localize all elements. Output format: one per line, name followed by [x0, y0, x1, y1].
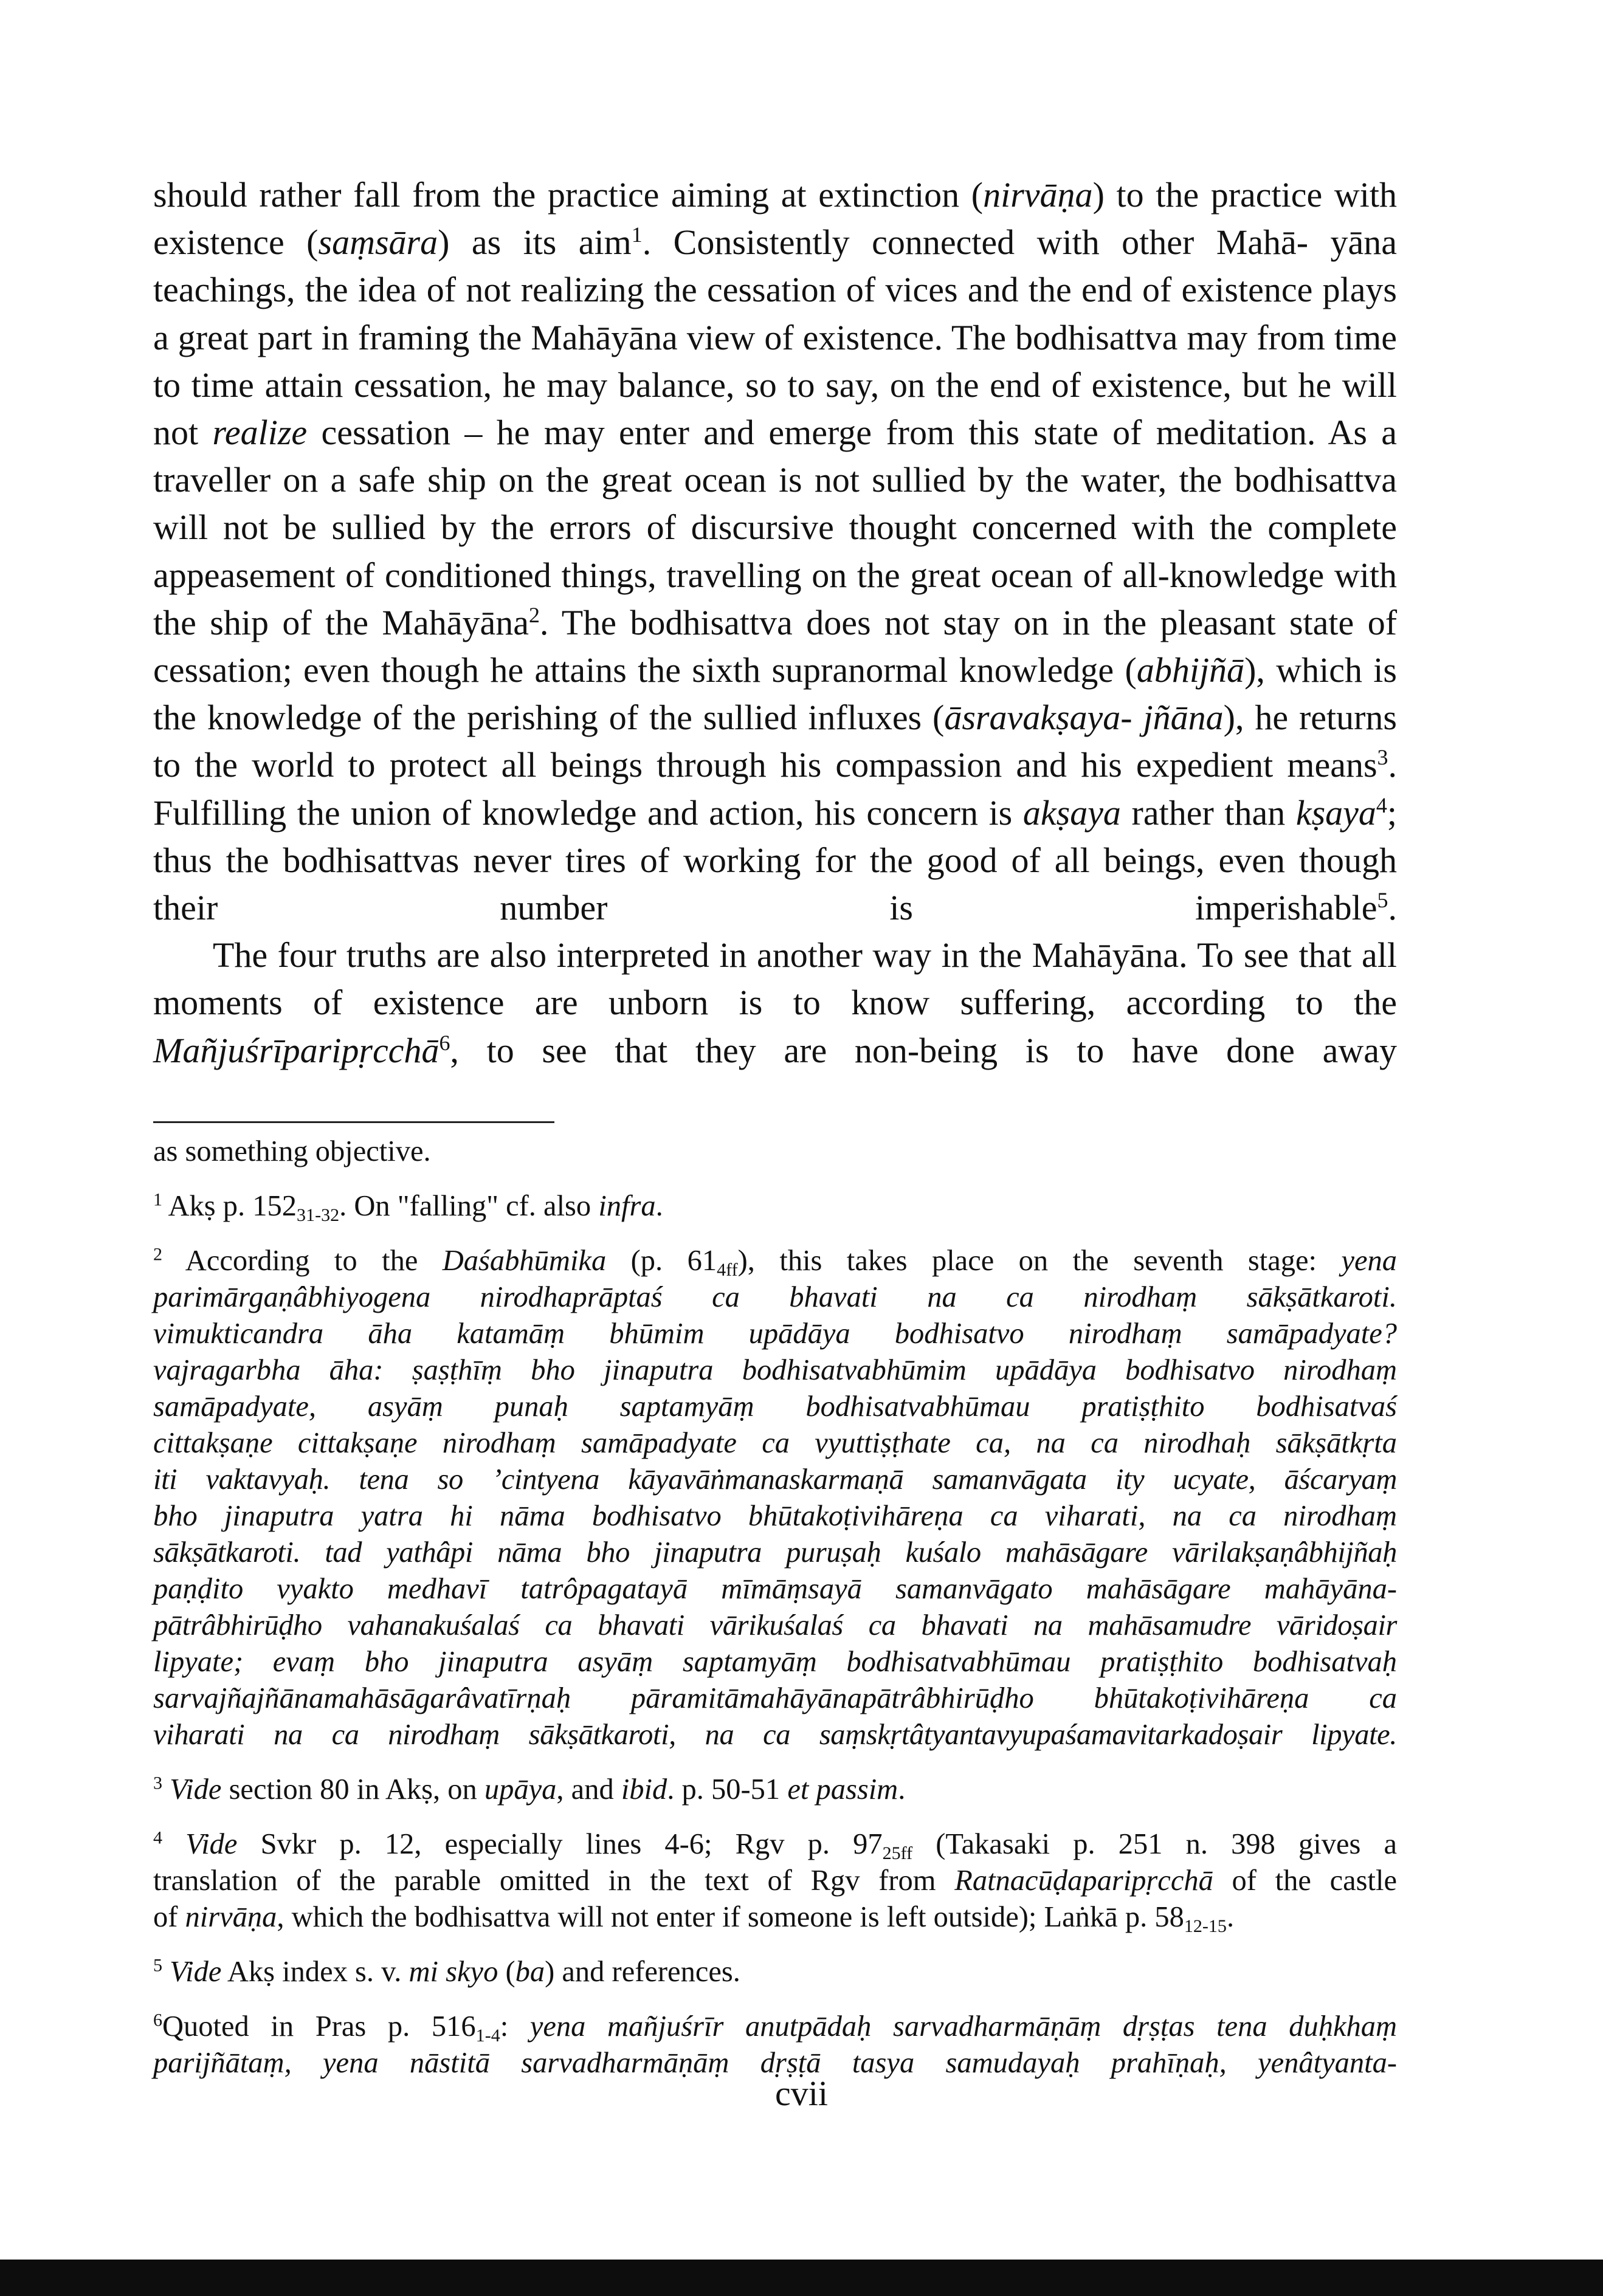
text-line: and his expedient means$^3$. Fulfilling the union of knowledge and action, his — [153, 745, 1398, 833]
footnote-line: vajragarbha āha: ṣaṣṭhīṃ bho jinaputra bodhisatvabhūmim upādāya bodhisatvo nirodhaṃ — [153, 1354, 1397, 1386]
footnote-line: lipyate; evaṃ bho jinaputra asyāṃ saptamyāṃ bodhisatvabhūmau pratiṣṭhito bodhisatvaḥ — [153, 1646, 1397, 1678]
footnote-line: cittakṣaṇe cittakṣaṇe nirodhaṃ samāpadyate ca vyuttiṣṭhate ca, na ca nirodhaḥ sākṣātkṛta — [153, 1427, 1397, 1459]
scan-edge — [0, 2260, 1603, 2296]
footnote-line: paṇḍito vyakto medhavī tatrôpagatayā mīmāṃsayā samanvāgato mahāsāgare mahāyāna- — [153, 1573, 1397, 1605]
text-line: working for the good of all beings, even though their number is imperishable$^5$. — [153, 840, 1397, 928]
footnote-6 — [153, 2009, 1397, 2081]
footnote-line: sarvajñajñānamahāsāgarâvatīrṇaḥ pāramitāmahāyānapātrâbhirūḍho bhūtakoṭivihāreṇa ca — [153, 1682, 1397, 1714]
footnote-line: parimārgaṇâbhiyogena nirodhaprāptaś ca bhavati na ca nirodhaṃ sākṣātkaroti. — [153, 1281, 1397, 1313]
footnote-line: $^2$ According to the Daśabhūmika (p. $61_{4ff}$), this takes place on the seventh stage: yena — [153, 1243, 1398, 1280]
text-line: The four truths are also interpreted in another way in the Mahāyāna. To see — [213, 935, 1289, 975]
footnote-line: vimukticandra āha katamāṃ bhūmim upādāya bodhisatvo nirodhaṃ samāpadyate? — [153, 1318, 1397, 1350]
footnote-number: 3 — [153, 1772, 163, 1793]
footnote-line: of nirvāṇa, which the bodhisattva will not enter if someone is left outside); Laṅkā p. $58_{12-15}$. — [153, 1901, 1235, 1937]
text-line: on the end of existence, but he will not realize cessation – he may enter and — [153, 365, 1397, 453]
footnote-number: 5 — [153, 1954, 163, 1976]
footnote-line: $^4$ Vide Svkr p. 12, especially lines 4-6; Rgv p. $97_{25ff}$ (Takasaki p. 251 n. 398 gives a — [153, 1827, 1398, 1864]
footnote-5: $^5$ Vide Akṣ index s. v. mi skyo (ba) and references. — [153, 1954, 740, 1988]
text-line: with existence (saṃsāra) as its aim$^1$. Consistently connected with other Mahā- — [153, 175, 1397, 263]
footnote-ref: 3 — [1377, 745, 1388, 770]
footnote-line: iti vaktavyaḥ. tena so ’cintyena kāyavāṅmanaskarmaṇā samanvāgata ity ucyate, āścaryaṃ — [153, 1463, 1397, 1496]
footnote-number: 6 — [153, 2009, 163, 2030]
text-line: ship of the Mahāyāna$^2$. The bodhisattva does not stay on in the pleasant state — [210, 602, 1354, 642]
text-line: concern is akṣaya rather than kṣaya$^4$; thus the bodhisattvas never tires of — [153, 792, 1398, 880]
footnote-ref: 6 — [439, 1030, 450, 1055]
footnote-ref: 4 — [1376, 792, 1387, 817]
footnote-line: $^6$Quoted in Pras p. $516_{1-4}$: yena mañjuśrīr anutpādaḥ sarvadharmāṇāṃ dṛṣṭas tena duḥkhaṃ — [153, 2009, 1397, 2046]
text-line: yāna teachings, the idea of not realizing the cessation of vices and the end of — [153, 222, 1397, 310]
footnote-line: sākṣātkaroti. tad yathâpi nāma bho jinaputra puruṣaḥ kuśalo mahāsāgare vārilakṣaṇâbhijñaḥ — [153, 1536, 1397, 1569]
text-line: should rather fall from the practice aiming at extinction (nirvāṇa) to the practice — [153, 175, 1323, 215]
text-line: Mañjuśrīparipṛcchā$^6$, to see that they are non-being is to have done away — [153, 1030, 1397, 1070]
text-line: existence plays a great part in framing the Mahāyāna view of existence. The — [153, 270, 1398, 357]
footnote-number: 4 — [153, 1827, 163, 1848]
paragraph — [153, 932, 1397, 1074]
footnote-line: pātrâbhirūḍho vahanakuśalaś ca bhavati vārikuśalaś ca bhavati na mahāsamudre vāridoṣair — [153, 1609, 1397, 1641]
footnote-3: $^3$ Vide section 80 in Akṣ, on upāya, and ibid. p. 50-51 et passim. — [153, 1772, 906, 1806]
text-line: ocean is not sullied by the water, the bodhisattva will not be sullied by the — [153, 460, 1397, 548]
footnote-number: 1 — [153, 1189, 163, 1210]
footnote-rule — [153, 1121, 554, 1123]
footnote-ref: 1 — [631, 222, 643, 247]
footnote-1: $^1$ Akṣ p. $152_{31-32}$. On "falling" cf. also infra. — [153, 1189, 663, 1226]
footnote-ref: 2 — [528, 603, 540, 628]
text-line: errors of discursive thought concerned with the complete appeasement of — [153, 507, 1397, 595]
footnote-number: 2 — [153, 1243, 163, 1265]
footnote-ref: 5 — [1377, 888, 1388, 913]
footnote-line: viharati na ca nirodhaṃ sākṣātkaroti, na ca saṃskṛtâtyantavyupaśamavitarkadoṣair lipyate. — [153, 1719, 1397, 1751]
text-line: which is the knowledge of the perishing of the sullied influxes (āsravakṣaya- — [153, 650, 1397, 738]
footnote-2 — [153, 1243, 1397, 1753]
text-line: bodhisattva may from time to time attain cessation, he may balance, so to say, — [153, 317, 1397, 405]
footnote-line: samāpadyate, asyāṃ punaḥ saptamyāṃ bodhisatvabhūmau pratiṣṭhito bodhisatvaś — [153, 1390, 1397, 1423]
text-line: that all moments of existence are unborn is to know suffering, according to the — [153, 935, 1397, 1023]
text-line: conditioned things, travelling on the great ocean of all-knowledge with the — [153, 555, 1398, 642]
text-line: emerge from this state of meditation. As a traveller on a safe ship on the great — [153, 413, 1398, 500]
footnote-4 — [153, 1826, 1397, 1936]
page-number: cvii — [775, 2074, 828, 2113]
footnote-line: bho jinaputra yatra hi nāma bodhisatvo bhūtakoṭivihāreṇa ca viharati, na ca nirodhaṃ — [153, 1500, 1397, 1532]
footnotes — [153, 1133, 1397, 2081]
text-line: jñāna), he returns to the world to protect all beings through his compassion — [153, 698, 1398, 785]
footnote-continuation: as something objective. — [153, 1135, 431, 1167]
footnote-line: parijñātaṃ, yena nāstitā sarvadharmāṇāṃ dṛṣṭā tasya samudayaḥ prahīṇaḥ, yenâtyanta- — [153, 2047, 1397, 2079]
main-text — [153, 171, 1397, 1074]
footnote-line: translation of the parable omitted in the text of Rgv from Ratnacūḍaparipṛcchā of the castle — [153, 1865, 1397, 1897]
text-line: of cessation; even though he attains the sixth supranormal knowledge (abhijñā), — [153, 602, 1398, 690]
paragraph — [153, 171, 1397, 932]
